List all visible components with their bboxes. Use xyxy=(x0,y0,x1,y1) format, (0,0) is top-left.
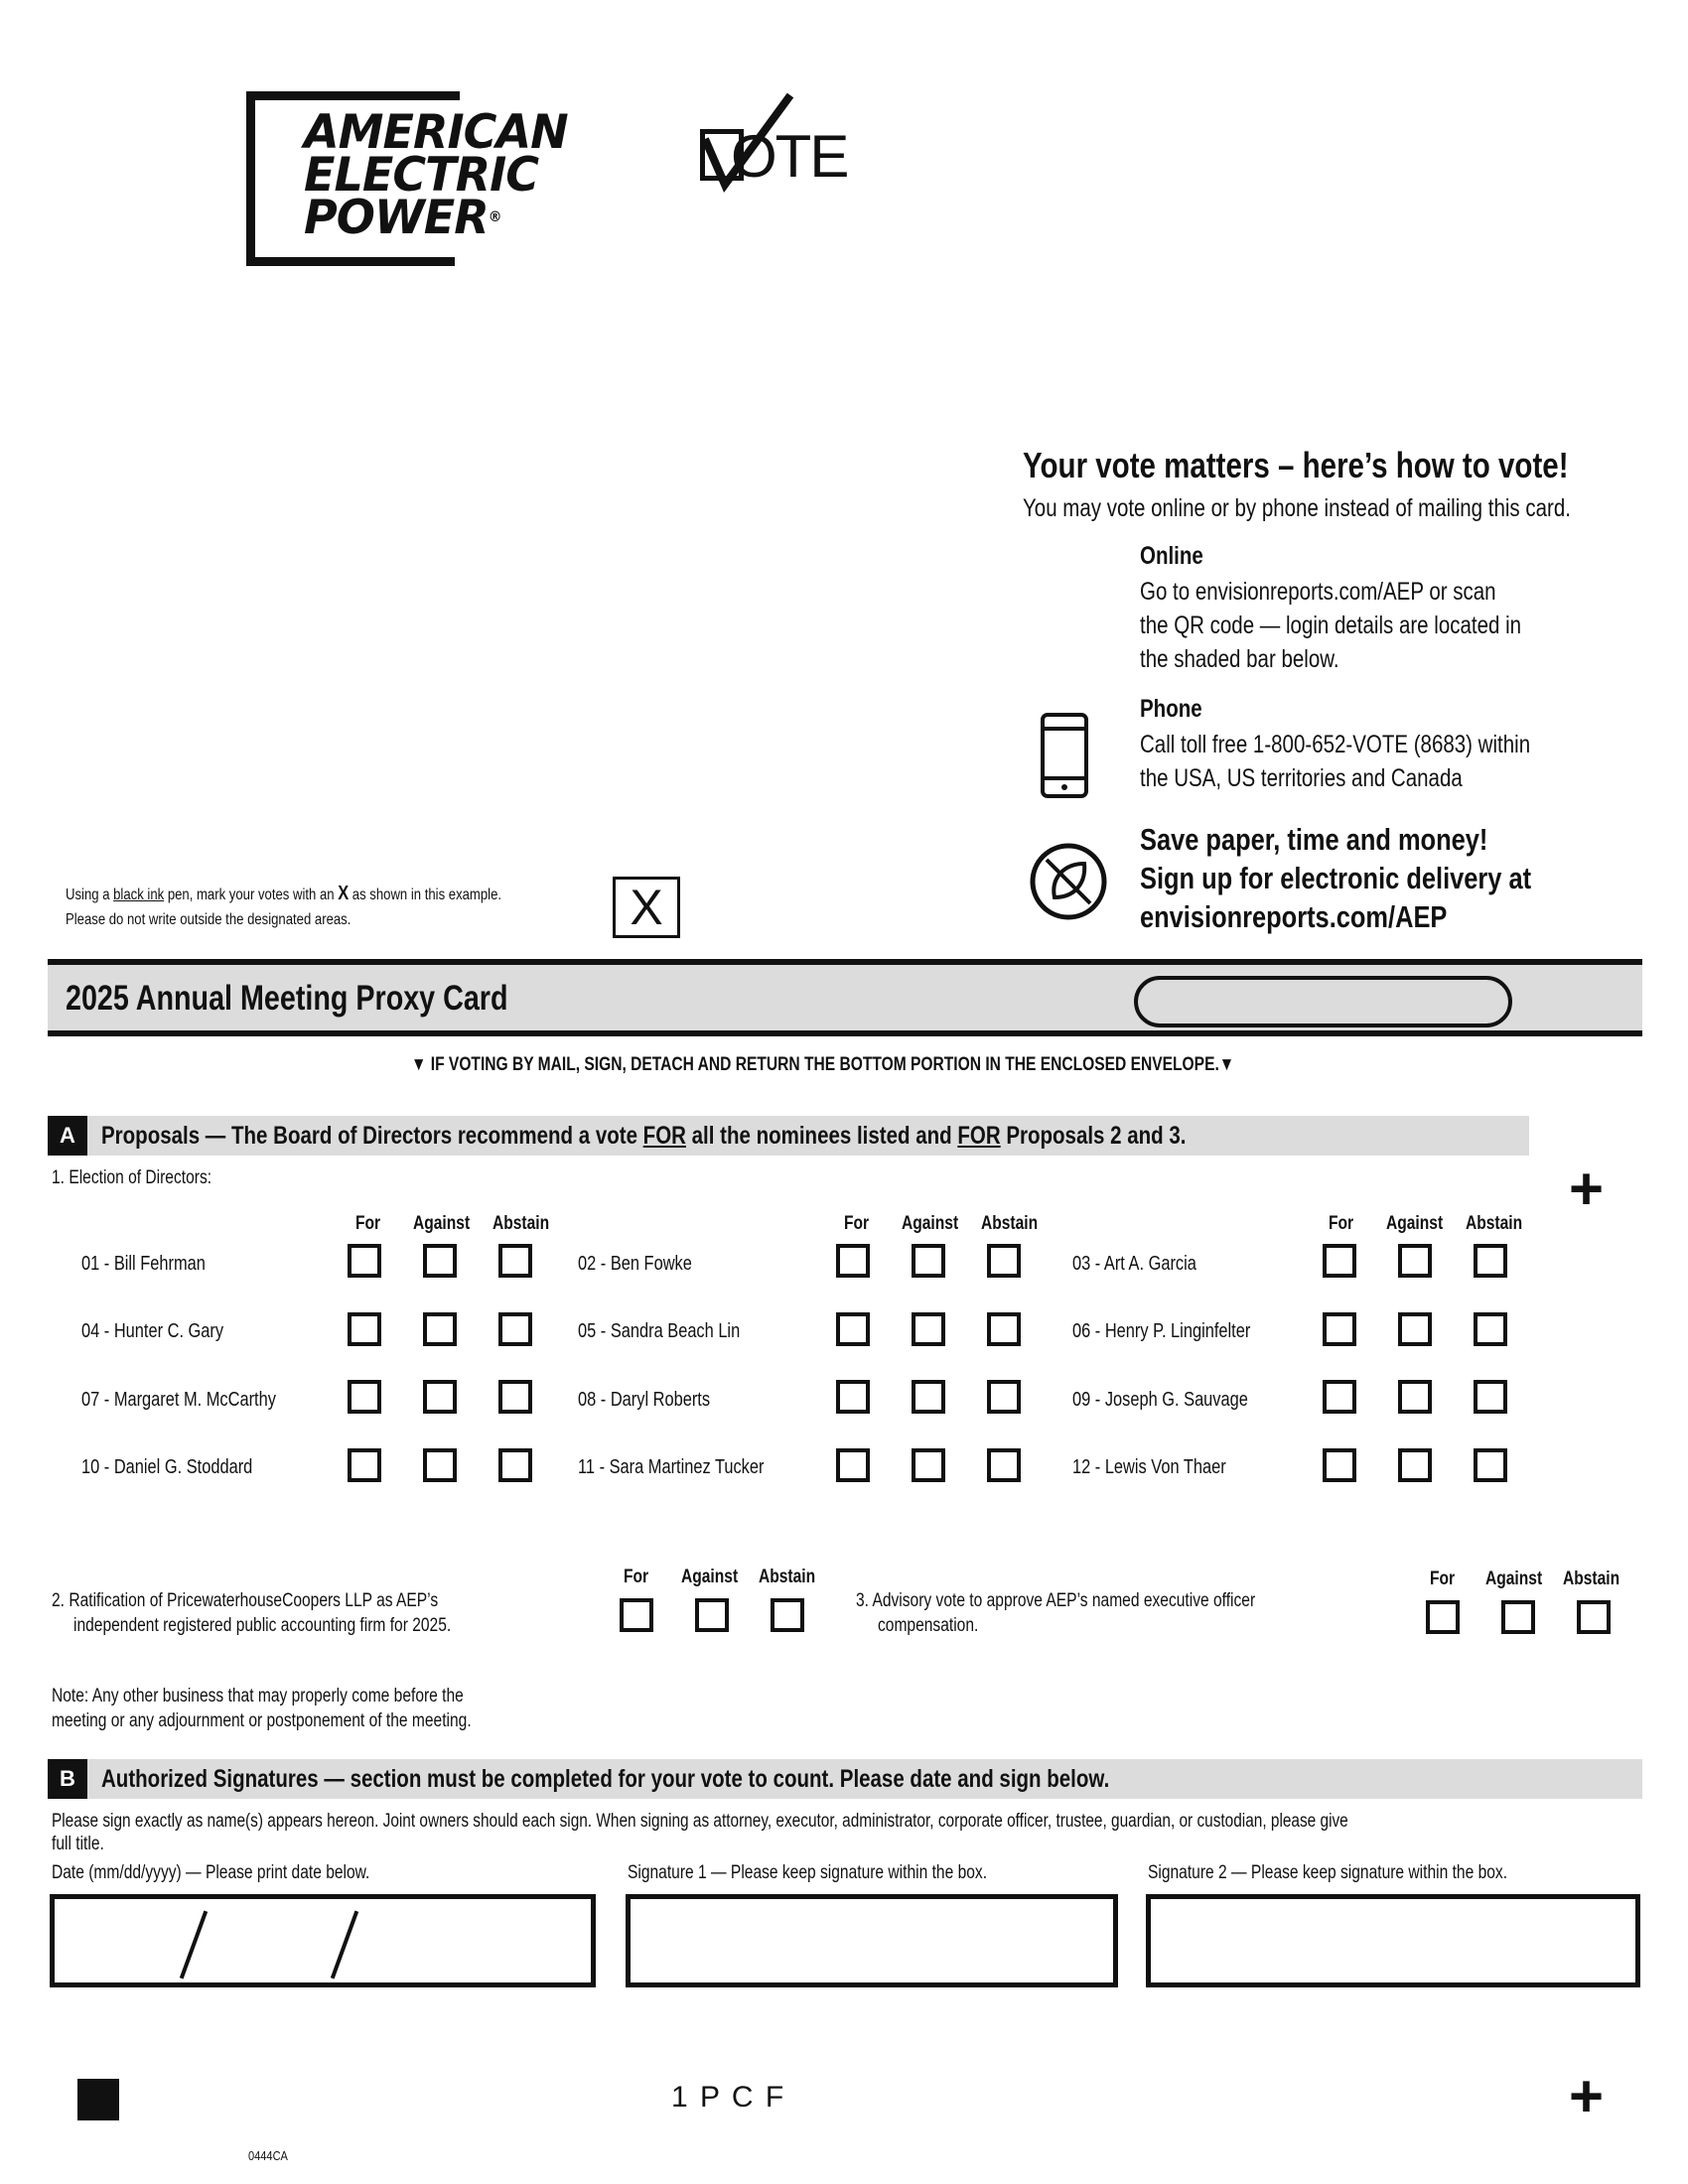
registration-plus-mark-bottom: + xyxy=(1569,2063,1605,2129)
other-business-note xyxy=(52,1684,563,1733)
col-for xyxy=(1329,1213,1359,1235)
nominee-01-against-checkbox[interactable] xyxy=(423,1244,457,1278)
nominee-07-abstain-checkbox[interactable] xyxy=(498,1380,532,1414)
col-abstain-text: Abstain xyxy=(981,1213,1039,1234)
col-against-text: Against xyxy=(902,1213,959,1234)
nominee-11-against-checkbox[interactable] xyxy=(912,1448,945,1482)
p2-col-for-text: For xyxy=(624,1567,649,1587)
section-b-heading xyxy=(101,1765,1331,1794)
online-section xyxy=(1140,542,1605,676)
col-for-text: For xyxy=(844,1213,870,1234)
nominee-06-for-checkbox[interactable] xyxy=(1323,1312,1356,1346)
nominee-03-for-checkbox[interactable] xyxy=(1323,1244,1356,1278)
nominee-08-abstain-checkbox[interactable] xyxy=(987,1380,1021,1414)
nominee-name: 09 - Joseph G. Sauvage xyxy=(1072,1389,1248,1411)
col-abstain-text: Abstain xyxy=(1466,1213,1523,1234)
nominee-label xyxy=(1072,1320,1290,1343)
signature-1-label xyxy=(628,1862,1066,1884)
nominee-name: 03 - Art A. Garcia xyxy=(1072,1253,1196,1275)
logo-line-2: ELECTRIC xyxy=(304,148,539,203)
instr-x: X xyxy=(338,883,350,904)
instruction-line-2: Please do not write outside the designated areas. xyxy=(66,911,352,928)
instruction-line-1 xyxy=(66,882,501,907)
proposal-2 xyxy=(52,1588,534,1638)
p2-col-against xyxy=(681,1567,751,1588)
col-abstain xyxy=(981,1213,1051,1235)
section-b-heading-text: Authorized Signatures — section must be completed for your vote to count. Please date and sign below. xyxy=(101,1765,1110,1793)
aep-logo xyxy=(304,105,568,245)
card-title-text: 2025 Annual Meeting Proxy Card xyxy=(66,979,508,1018)
col-against xyxy=(902,1213,971,1235)
nominee-label xyxy=(81,1253,232,1276)
date-label-text: Date (mm/dd/yyyy) — Please print date below. xyxy=(52,1862,370,1883)
paper-line-1: Save paper, time and money! xyxy=(1140,822,1488,857)
p3-col-against-text: Against xyxy=(1485,1569,1543,1589)
p2-col-against-text: Against xyxy=(681,1567,739,1587)
phone-line-2: the USA, US territories and Canada xyxy=(1140,764,1463,792)
nominee-03-abstain-checkbox[interactable] xyxy=(1474,1244,1507,1278)
nominee-09-for-checkbox[interactable] xyxy=(1323,1380,1356,1414)
col-for-text: For xyxy=(1329,1213,1354,1234)
nominee-11-for-checkbox[interactable] xyxy=(836,1448,870,1482)
instr-mid: pen, mark your votes with an xyxy=(164,887,339,903)
proposal-3-against-checkbox[interactable] xyxy=(1501,1600,1535,1634)
vote-logo-text: OTE xyxy=(731,123,848,190)
note-line-2: meeting or any adjournment or postponement of the meeting. xyxy=(52,1710,472,1731)
instr-ink: black ink xyxy=(113,887,165,903)
nominee-name: 11 - Sara Martinez Tucker xyxy=(578,1456,765,1478)
nominee-12-for-checkbox[interactable] xyxy=(1323,1448,1356,1482)
nominee-10-for-checkbox[interactable] xyxy=(348,1448,381,1482)
paper-line-3: envisionreports.com/AEP xyxy=(1140,899,1448,934)
p3-col-abstain-text: Abstain xyxy=(1563,1569,1620,1589)
aep-logo-topline xyxy=(246,91,460,100)
sec-a-for-2: FOR xyxy=(957,1122,1001,1150)
p2-col-abstain-text: Abstain xyxy=(759,1567,816,1587)
nominee-07-against-checkbox[interactable] xyxy=(423,1380,457,1414)
nominee-name: 12 - Lewis Von Thaer xyxy=(1072,1456,1226,1478)
nominee-name: 08 - Daryl Roberts xyxy=(578,1389,711,1411)
col-abstain xyxy=(492,1213,562,1235)
nominee-09-abstain-checkbox[interactable] xyxy=(1474,1380,1507,1414)
nominee-10-against-checkbox[interactable] xyxy=(423,1448,457,1482)
signature-1-label-text: Signature 1 — Please keep signature within the box. xyxy=(628,1862,988,1883)
nominee-12-abstain-checkbox[interactable] xyxy=(1474,1448,1507,1482)
logo-line-3-text: POWER xyxy=(304,191,489,245)
col-for xyxy=(844,1213,875,1235)
nominee-07-for-checkbox[interactable] xyxy=(348,1380,381,1414)
proposal-3-line-2: compensation. xyxy=(878,1615,979,1636)
nominee-05-for-checkbox[interactable] xyxy=(836,1312,870,1346)
registration-square-mark xyxy=(77,2079,119,2120)
p2-col-for xyxy=(624,1567,654,1588)
proposal-2-against-checkbox[interactable] xyxy=(695,1598,729,1632)
signature-2-field[interactable] xyxy=(1146,1894,1640,1987)
paper-line-2: Sign up for electronic delivery at xyxy=(1140,861,1532,895)
nominee-05-abstain-checkbox[interactable] xyxy=(987,1312,1021,1346)
proposal-3-line-1: 3. Advisory vote to approve AEP’s named executive officer xyxy=(856,1590,1256,1611)
phone-line-1: Call toll free 1-800-652-VOTE (8683) within xyxy=(1140,731,1531,758)
election-label xyxy=(52,1167,246,1189)
signing-instructions xyxy=(52,1809,1652,1856)
p3-col-abstain xyxy=(1563,1569,1632,1590)
nominee-label xyxy=(578,1456,805,1479)
nominee-05-against-checkbox[interactable] xyxy=(912,1312,945,1346)
instr-pre: Using a xyxy=(66,887,114,903)
logo-line-3 xyxy=(304,191,568,245)
sec-a-t2: all the nominees listed and xyxy=(685,1122,958,1150)
paper-section xyxy=(1140,820,1618,936)
nominee-01-abstain-checkbox[interactable] xyxy=(498,1244,532,1278)
signing-instructions-line-2: full title. xyxy=(52,1834,104,1854)
nominee-03-against-checkbox[interactable] xyxy=(1398,1244,1432,1278)
nominee-02-for-checkbox[interactable] xyxy=(836,1244,870,1278)
nominee-04-for-checkbox[interactable] xyxy=(348,1312,381,1346)
marking-instructions xyxy=(66,882,597,932)
online-line-3: the shaded bar below. xyxy=(1140,645,1339,673)
nominee-04-against-checkbox[interactable] xyxy=(423,1312,457,1346)
signing-instructions-line-1: Please sign exactly as name(s) appears hereon. Joint owners should each sign. When signing as attorney, executor, administrator, corporate officer, trustee, guardian, or custodian, please give xyxy=(52,1811,1348,1832)
sec-a-for-1: FOR xyxy=(642,1122,686,1150)
nominee-08-for-checkbox[interactable] xyxy=(836,1380,870,1414)
col-against-text: Against xyxy=(413,1213,471,1234)
section-a-heading-text xyxy=(101,1122,1186,1151)
p3-col-against xyxy=(1485,1569,1555,1590)
nominee-label xyxy=(81,1320,255,1343)
note-line-1: Note: Any other business that may properly come before the xyxy=(52,1686,464,1706)
signature-1-field[interactable] xyxy=(626,1894,1118,1987)
election-label-text: 1. Election of Directors: xyxy=(52,1167,212,1188)
online-line-1: Go to envisionreports.com/AEP or scan xyxy=(1140,578,1496,606)
p3-col-for xyxy=(1430,1569,1461,1590)
p3-col-for-text: For xyxy=(1430,1569,1456,1589)
proposal-3-abstain-checkbox[interactable] xyxy=(1577,1600,1611,1634)
how-to-vote-subtitle xyxy=(1023,494,1688,523)
mail-instructions-text: ▼ IF VOTING BY MAIL, SIGN, DETACH AND RETURN THE BOTTOM PORTION IN THE ENCLOSED ENVELOPE.▼ xyxy=(411,1054,1235,1075)
how-to-vote-title-text: Your vote matters – here’s how to vote! xyxy=(1023,445,1569,485)
date-label xyxy=(52,1862,440,1884)
nominee-10-abstain-checkbox[interactable] xyxy=(498,1448,532,1482)
form-code: 1 P C F xyxy=(671,2081,786,2114)
sec-a-t3: Proposals 2 and 3. xyxy=(1000,1122,1187,1150)
form-id-text: 0444CA xyxy=(248,2148,288,2163)
nominee-name: 02 - Ben Fowke xyxy=(578,1253,692,1275)
nominee-11-abstain-checkbox[interactable] xyxy=(987,1448,1021,1482)
signature-2-label xyxy=(1148,1862,1587,1884)
proposal-3 xyxy=(856,1588,1342,1638)
nominee-name: 06 - Henry P. Linginfelter xyxy=(1072,1320,1251,1342)
nominee-label xyxy=(81,1389,319,1412)
proposal-2-for-checkbox[interactable] xyxy=(620,1598,653,1632)
phone-section xyxy=(1140,695,1616,795)
section-b-letter: B xyxy=(48,1759,87,1799)
nominee-02-against-checkbox[interactable] xyxy=(912,1244,945,1278)
col-abstain-text: Abstain xyxy=(492,1213,550,1234)
form-id xyxy=(248,2148,295,2163)
card-title xyxy=(66,979,605,1019)
nominee-12-against-checkbox[interactable] xyxy=(1398,1448,1432,1482)
nominee-label xyxy=(1072,1253,1223,1276)
how-to-vote-title xyxy=(1023,445,1688,486)
col-against-text: Against xyxy=(1386,1213,1444,1234)
nominee-label xyxy=(1072,1389,1287,1412)
col-against xyxy=(1386,1213,1456,1235)
nominee-04-abstain-checkbox[interactable] xyxy=(498,1312,532,1346)
nominee-label xyxy=(578,1253,717,1276)
date-field[interactable] xyxy=(50,1894,596,1987)
date-separator-2 xyxy=(331,1910,358,1979)
nominee-name: 04 - Hunter C. Gary xyxy=(81,1320,224,1342)
nominee-name: 05 - Sandra Beach Lin xyxy=(578,1320,741,1342)
nominee-02-abstain-checkbox[interactable] xyxy=(987,1244,1021,1278)
title-rule-bottom xyxy=(48,1030,1642,1036)
online-heading: Online xyxy=(1140,542,1203,570)
instr-post: as shown in this example. xyxy=(349,887,502,903)
leaf-icon xyxy=(1029,842,1108,921)
signature-2-label-text: Signature 2 — Please keep signature within the box. xyxy=(1148,1862,1508,1883)
section-a-heading xyxy=(101,1122,1424,1151)
col-abstain xyxy=(1466,1213,1535,1235)
nominee-09-against-checkbox[interactable] xyxy=(1398,1380,1432,1414)
sec-a-t1: Proposals — The Board of Directors recommend a vote xyxy=(101,1122,643,1150)
proposal-2-abstain-checkbox[interactable] xyxy=(771,1598,804,1632)
example-x-box: X xyxy=(613,877,680,938)
nominee-08-against-checkbox[interactable] xyxy=(912,1380,945,1414)
proposal-3-for-checkbox[interactable] xyxy=(1426,1600,1460,1634)
col-against xyxy=(413,1213,483,1235)
col-for-text: For xyxy=(355,1213,381,1234)
p2-col-abstain xyxy=(759,1567,828,1588)
registration-plus-mark-top: + xyxy=(1569,1156,1605,1222)
mail-instructions xyxy=(411,1054,1415,1076)
proposal-2-line-1: 2. Ratification of PricewaterhouseCoopers LLP as AEP’s xyxy=(52,1590,439,1611)
section-a-letter: A xyxy=(48,1116,87,1156)
nominee-06-abstain-checkbox[interactable] xyxy=(1474,1312,1507,1346)
nominee-01-for-checkbox[interactable] xyxy=(348,1244,381,1278)
nominee-label xyxy=(1072,1456,1260,1479)
nominee-name: 01 - Bill Fehrman xyxy=(81,1253,206,1275)
registered-mark: ® xyxy=(488,209,501,225)
proposal-2-line-2: independent registered public accounting firm for 2025. xyxy=(73,1615,452,1636)
nominee-label xyxy=(578,1389,739,1412)
nominee-label xyxy=(81,1456,290,1479)
nominee-name: 10 - Daniel G. Stoddard xyxy=(81,1456,253,1478)
online-line-2: the QR code — login details are located in xyxy=(1140,612,1522,639)
logo-line-1: AMERICAN xyxy=(304,105,568,160)
login-details-pill xyxy=(1134,976,1512,1027)
date-separator-1 xyxy=(180,1910,208,1979)
nominee-label xyxy=(578,1320,775,1343)
phone-icon xyxy=(1041,713,1088,798)
phone-heading: Phone xyxy=(1140,695,1202,723)
nominee-name: 07 - Margaret M. McCarthy xyxy=(81,1389,276,1411)
col-for xyxy=(355,1213,386,1235)
how-to-vote-subtitle-text: You may vote online or by phone instead of mailing this card. xyxy=(1023,494,1571,522)
nominee-06-against-checkbox[interactable] xyxy=(1398,1312,1432,1346)
